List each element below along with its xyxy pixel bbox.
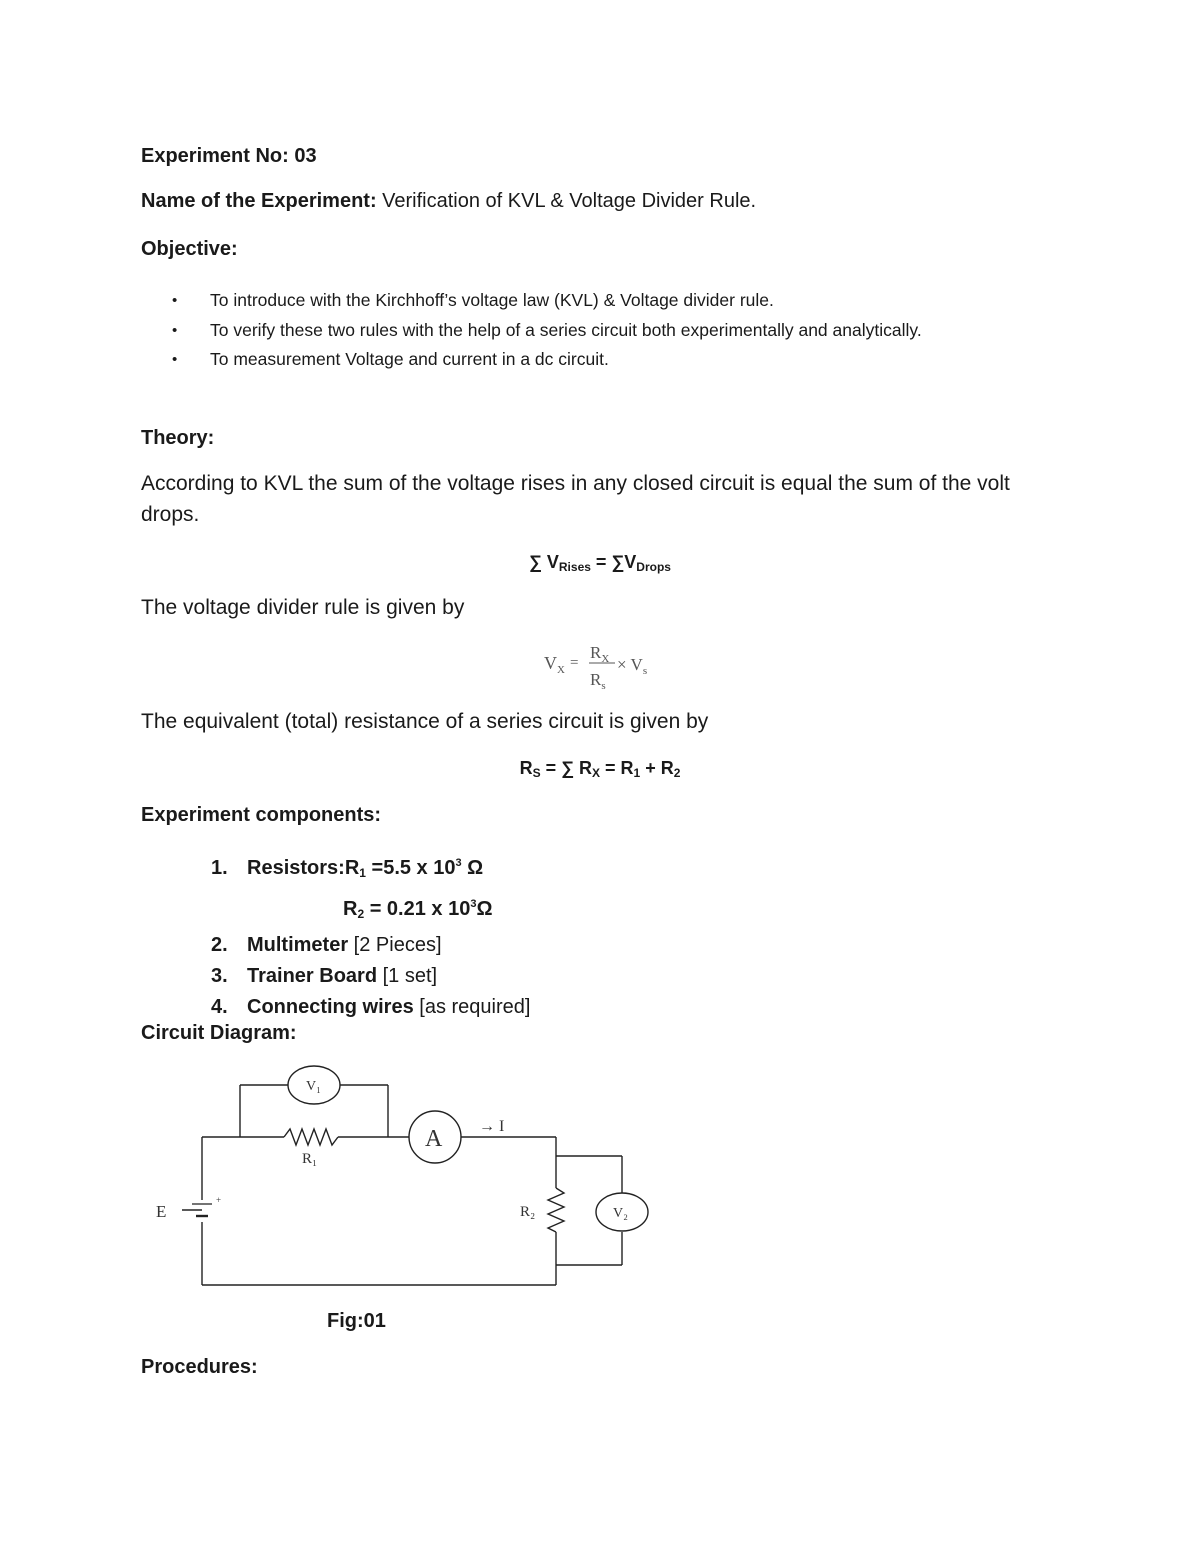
circuit-diagram [140, 1060, 660, 1300]
circuit-heading: Circuit Diagram: [141, 1022, 297, 1044]
r2-label: R₂ [520, 1204, 536, 1220]
procedures-heading: Procedures: [141, 1356, 258, 1378]
list-item: 4. Connecting wires [as required] [211, 996, 531, 1018]
theory-heading: Theory: [141, 427, 215, 449]
vdr-formula [540, 640, 670, 697]
objective-item: To verify these two rules with the help of a series circuit both experimentally and analytically. [210, 319, 922, 340]
bullet-icon: • [172, 321, 178, 339]
vdr-formula-graphic [540, 640, 670, 692]
list-item: 2. Multimeter [2 Pieces] [211, 934, 442, 956]
bullet-icon: • [172, 292, 178, 309]
kvl-statement-line-2: drops. [141, 503, 200, 526]
v1-label: V₁ [306, 1079, 321, 1094]
svg-text:VX: $V_X$ [544, 653, 565, 676]
experiment-number: Experiment No: 03 [141, 145, 317, 167]
kvl-statement-line-1: According to KVL the sum of the voltage rises in any closed circuit is equal the sum of the volt [141, 472, 1010, 495]
list-item: 3. Trainer Board [1 set] [211, 965, 438, 987]
ammeter-label: A [425, 1126, 443, 1152]
svg-text:× Vs: × $V_s$ [617, 655, 648, 677]
svg-text:Rs: $R_s$ [590, 670, 606, 692]
req-intro: The equivalent (total) resistance of a series circuit is given by [141, 710, 709, 733]
objective-item: To introduce with the Kirchhoff’s voltage law (KVL) & Voltage divider rule. [210, 290, 774, 310]
r1-label: R₁ [302, 1151, 318, 1167]
kvl-equation: ∑ $V_{Rises} = \sum V_{Drops}$ [529, 552, 671, 574]
current-label: → I [479, 1118, 505, 1135]
v2-label: V₂ [613, 1206, 628, 1221]
components-heading: Experiment components: [141, 804, 382, 826]
components-list [211, 848, 530, 1023]
bullet-icon: • [172, 351, 178, 368]
svg-text:=: = [570, 655, 579, 671]
figure-caption: Fig:01 [327, 1310, 386, 1332]
list-item: 1. $Resistors:R_1 =5.5$ x $10^3$ Ω [211, 857, 484, 880]
source-plus-label: + [216, 1195, 222, 1205]
list-item: $R_2 = 0.21$ x $10^3\Omega$ [343, 898, 493, 921]
source-label: E [156, 1202, 167, 1221]
experiment-name-line [141, 190, 756, 213]
svg-text:RX: $R_X$ [590, 643, 610, 665]
objective-item: To measurement Voltage and current in a dc circuit. [210, 349, 609, 369]
experiment-name-value: Verification of KVL & Voltage Divider Rule. [376, 190, 757, 212]
objective-heading: Objective: [141, 238, 238, 260]
experiment-name-label: Name of the Experiment: [141, 190, 377, 212]
vdr-intro: The voltage divider rule is given by [141, 596, 465, 619]
req-equation: $R_S$ = ∑ $R_X = R_1 + R_2$ [519, 758, 681, 780]
